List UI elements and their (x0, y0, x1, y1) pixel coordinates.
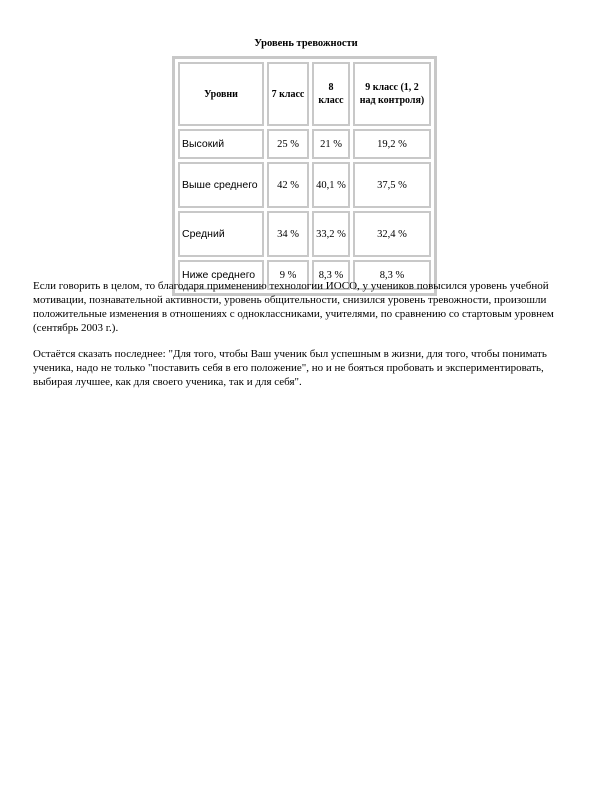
anxiety-level-table (172, 56, 437, 296)
table-row (178, 129, 431, 159)
value-cell: 40,1 % (312, 162, 350, 208)
level-cell: Выше среднего (178, 162, 264, 208)
value-cell: 19,2 % (353, 129, 431, 159)
value-cell: 21 % (312, 129, 350, 159)
header-grade-9: 9 класс (1, 2 над контроля) (353, 62, 431, 126)
closing-paragraph: Остаётся сказать последнее: "Для того, чтобы Ваш ученик был успешным в жизни, для того, чтобы понимать ученика, надо не только "поставить себя в его положение", но и не бояться пробовать и экспериментировать, выбирая лучшее, как для своего ученика, так и для себя". (33, 348, 547, 388)
value-cell: 8,3 % (353, 260, 431, 290)
table-row (178, 211, 431, 257)
value-cell: 37,5 % (353, 162, 431, 208)
summary-paragraph: Если говорить в целом, то благодаря применению технологии ИОСО, у учеников повысился уровень учебной мотивации, познавательной активности, уровень общительности, снизился уровень тревожности, произошли положительные изменения в отношениях с одноклассниками, учителями, по сравнению со стартовым уровнем (сентябрь 2003 г.). (33, 280, 554, 334)
value-cell: 33,2 % (312, 211, 350, 257)
table-row (178, 162, 431, 208)
table-title: Уровень тревожности (254, 38, 358, 49)
level-cell: Средний (178, 211, 264, 257)
level-cell: Ниже среднего (178, 260, 264, 290)
header-grade-7: 7 класс (267, 62, 309, 126)
value-cell: 8,3 % (312, 260, 350, 290)
value-cell: 34 % (267, 211, 309, 257)
value-cell: 9 % (267, 260, 309, 290)
table-header-row (178, 62, 431, 126)
header-levels: Уровни (178, 62, 264, 126)
value-cell: 42 % (267, 162, 309, 208)
value-cell: 32,4 % (353, 211, 431, 257)
header-grade-8: 8 класс (312, 62, 350, 126)
value-cell: 25 % (267, 129, 309, 159)
level-cell: Высокий (178, 129, 264, 159)
